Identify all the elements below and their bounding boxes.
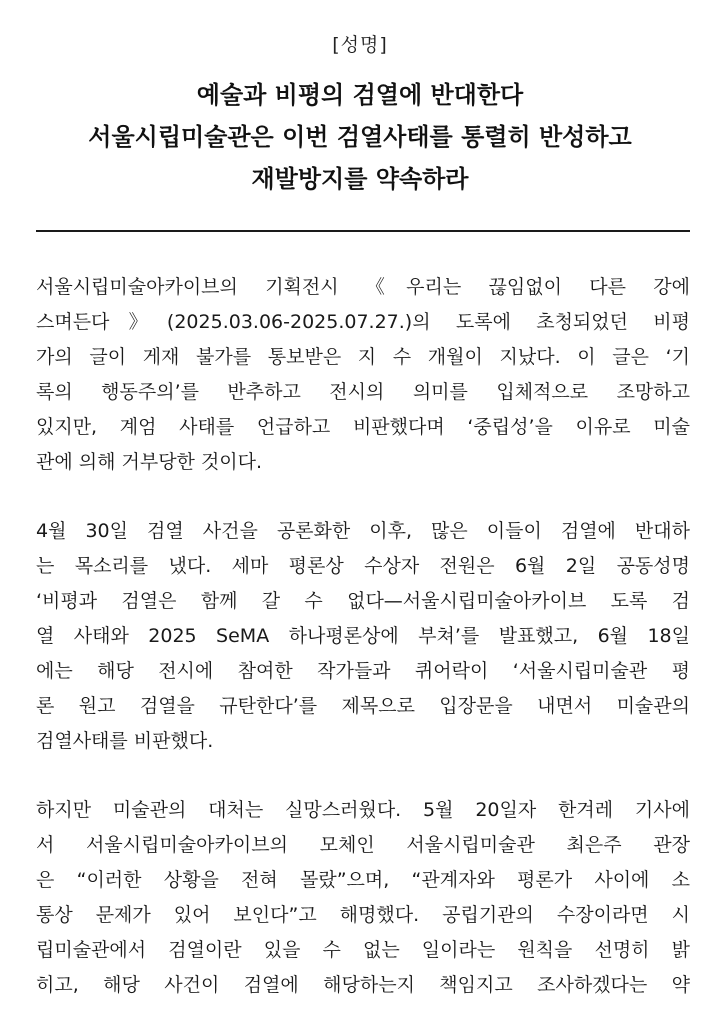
divider [36, 230, 690, 232]
title-line: 예술과 비평의 검열에 반대한다 [196, 81, 524, 109]
body-line: 에는 해당 전시에 참여한 작가들과 퀴어락이 ‘서울시립미술관 평 [36, 660, 690, 682]
body-line: 립미술관에서 검열이란 있을 수 없는 일이라는 원칙을 선명히 밝 [36, 939, 690, 961]
body-line: 하지만 미술관의 대처는 실망스러웠다. 5월 20일자 한겨레 기사에 [36, 799, 690, 821]
title-line: 재발방지를 약속하라 [251, 165, 469, 193]
body-line: 통상 문제가 있어 보인다”고 해명했다. 공립기관의 수장이라면 시 [36, 904, 690, 926]
body-line: 있지만, 계엄 사태를 언급하고 비판했다며 ‘중립성’을 이유로 미술 [36, 416, 690, 438]
body-line: ‘비평과 검열은 함께 갈 수 없다—서울시립미술아카이브 도록 검 [36, 590, 690, 612]
body-line: 관에 의해 거부당한 것이다. [36, 451, 263, 473]
body-line: 록의 행동주의’를 반추하고 전시의 의미를 입체적으로 조망하고 [36, 381, 690, 403]
title-line: 서울시립미술관은 이번 검열사태를 통렬히 반성하고 [88, 123, 632, 151]
body-line: 4월 30일 검열 사건을 공론화한 이후, 많은 이들이 검열에 반대하 [36, 520, 690, 542]
body-line: 열 사태와 2025 SeMA 하나평론상에 부쳐’를 발표했고, 6월 18일 [36, 625, 690, 647]
body-line: 서울시립미술아카이브의 기획전시 《우리는 끊임없이 다른 강에 [36, 276, 690, 298]
body-line: 론 원고 검열을 규탄한다’를 제목으로 입장문을 내면서 미술관의 [36, 695, 690, 717]
body-line: 는 목소리를 냈다. 세마 평론상 수상자 전원은 6월 2일 공동성명 [36, 555, 690, 577]
body-line: 히고, 해당 사건이 검열에 해당하는지 책임지고 조사하겠다는 약 [36, 974, 690, 996]
body-line: 은 “이러한 상황을 전혀 몰랐”으며, “관계자와 평론가 사이에 소 [36, 869, 690, 891]
statement-label: [성명] [332, 34, 388, 56]
body-line: 검열사태를 비판했다. [36, 730, 214, 752]
body-line: 스며든다》(2025.03.06-2025.07.27.)의 도록에 초청되었던 비평 [36, 311, 690, 333]
body-line: 가의 글이 게재 불가를 통보받은 지 수 개월이 지났다. 이 글은 ‘기 [36, 346, 690, 368]
body-line: 서 서울시립미술아카이브의 모체인 서울시립미술관 최은주 관장 [36, 834, 690, 856]
